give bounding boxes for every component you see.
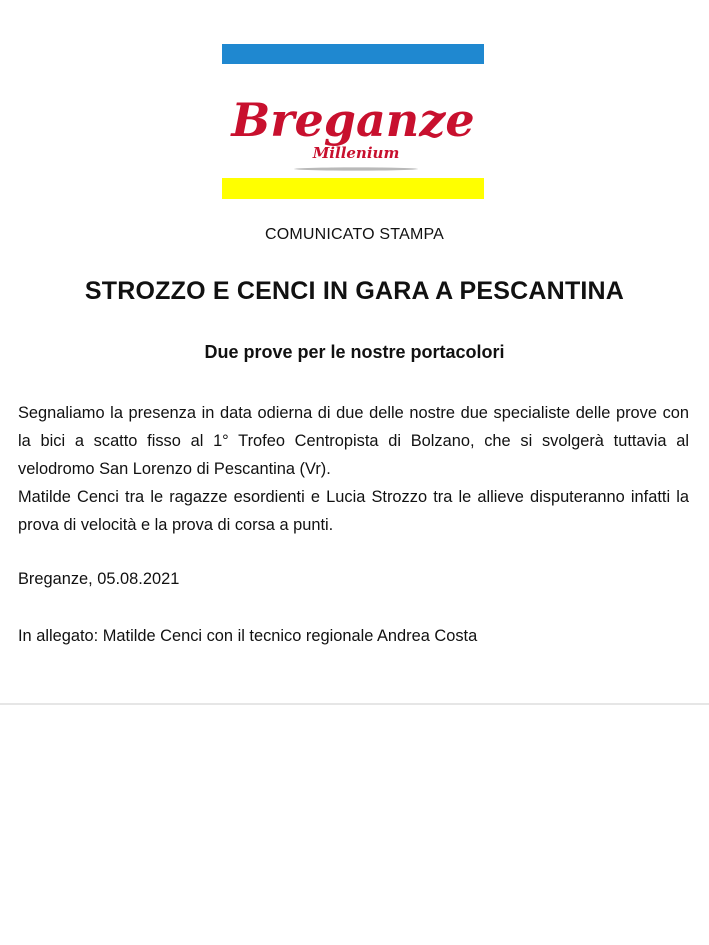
article-paragraph: Matilde Cenci tra le ragazze esordienti e Lucia Strozzo tra le allieve disputeranno infatti la prova di velocità e la prova di corsa a punti. <box>18 488 689 534</box>
logo-wordmark <box>222 64 484 178</box>
logo-underline <box>294 167 418 170</box>
attachment-note: In allegato: Matilde Cenci con il tecnico regionale Andrea Costa <box>18 627 478 645</box>
press-release-label: COMUNICATO STAMPA <box>264 226 445 243</box>
article-body <box>18 399 689 539</box>
page-subtitle: Due prove per le nostre portacolori <box>204 342 505 362</box>
logo <box>222 44 484 199</box>
date-line: Breganze, 05.08.2021 <box>18 570 180 588</box>
article-paragraph: Segnaliamo la presenza in data odierna di due delle nostre due specialiste delle prove con la bici a scatto fisso al 1° Trofeo Centropista di Bolzano, che si svolgerà tuttavia al velodromo San Lorenzo di Pescantina (Vr). <box>18 404 689 478</box>
logo-brand-text: Breganze <box>231 93 475 147</box>
logo-subtitle-text: Millenium <box>312 144 400 162</box>
page-divider <box>0 703 709 705</box>
page-title: STROZZO E CENCI IN GARA A PESCANTINA <box>84 277 625 305</box>
logo-top-bar <box>222 44 484 64</box>
logo-bottom-bar <box>222 178 484 199</box>
